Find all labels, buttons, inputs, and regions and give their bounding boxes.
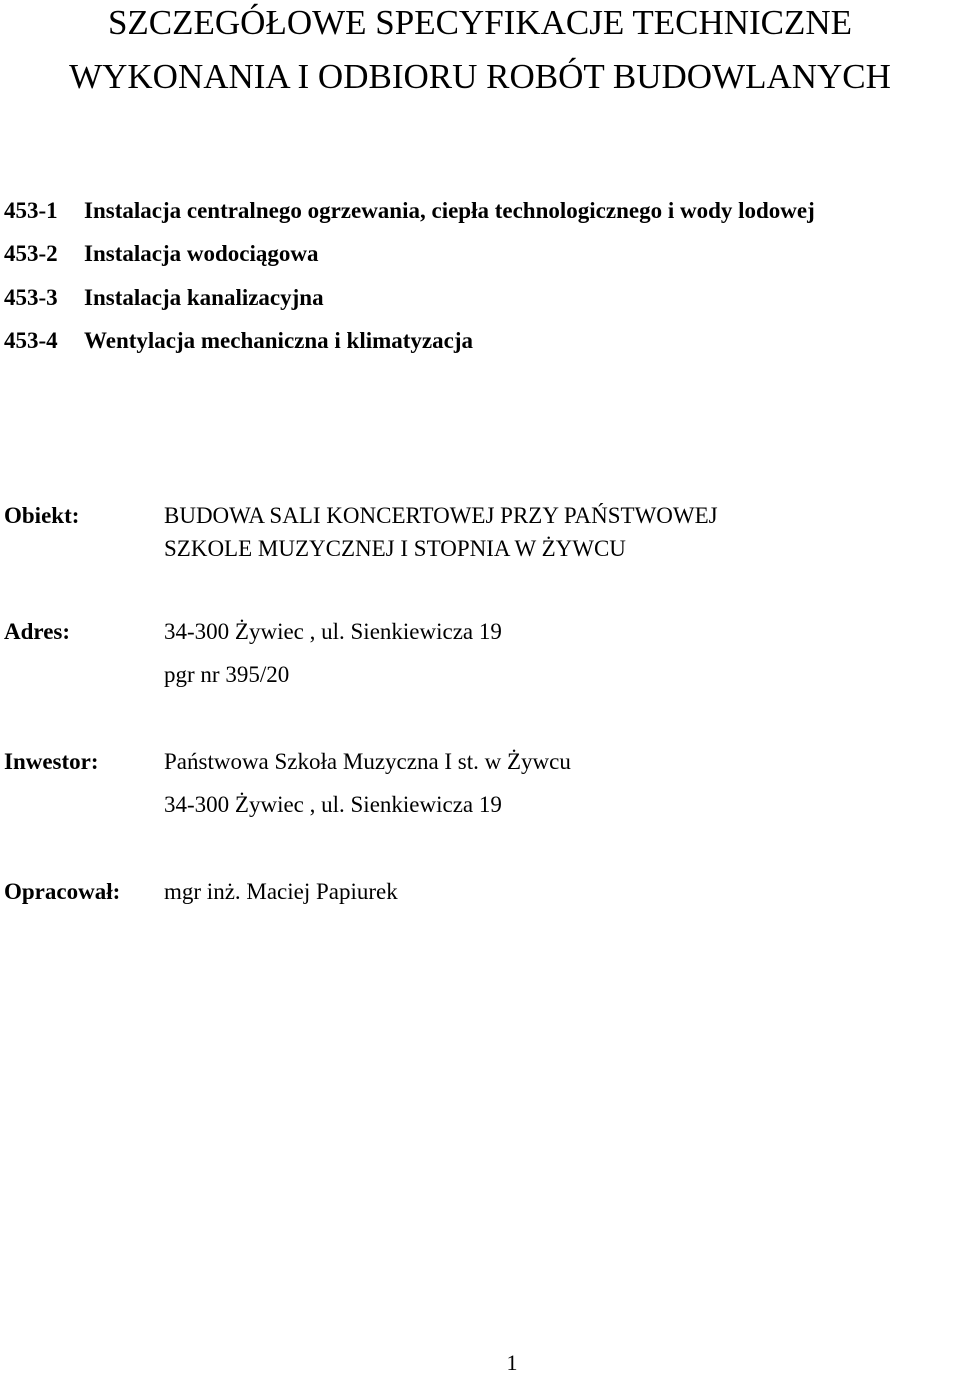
document-title-line-2: WYKONANIA I ODBIORU ROBÓT BUDOWLANYCH: [69, 57, 891, 96]
author-label: Opracował:: [4, 879, 121, 904]
spec-code: 453-2: [4, 241, 58, 266]
spec-item: [4, 240, 318, 268]
document-title-line-1: SZCZEGÓŁOWE SPECYFIKACJE TECHNICZNE: [107, 3, 853, 42]
investor-label: Inwestor:: [4, 749, 99, 774]
investor-line-1: Państwowa Szkoła Muzyczna I st. w Żywcu: [164, 749, 571, 774]
spec-name: Wentylacja mechaniczna i klimatyzacja: [84, 328, 474, 353]
investor-line-2: 34-300 Żywiec , ul. Sienkiewicza 19: [164, 792, 502, 817]
spec-name: Instalacja kanalizacyjna: [84, 285, 324, 310]
spec-code: 453-1: [4, 198, 58, 223]
object-label: Obiekt:: [4, 503, 80, 528]
spec-code: 453-4: [4, 328, 58, 353]
address-line-2: pgr nr 395/20: [164, 662, 290, 687]
spec-item: [4, 327, 473, 355]
spec-name: Instalacja wodociągowa: [84, 241, 319, 266]
spec-name: Instalacja centralnego ogrzewania, ciepła technologicznego i wody lodowej: [84, 198, 815, 223]
address-label: Adres:: [4, 619, 71, 644]
spec-item: [4, 284, 324, 312]
object-name-line-2: SZKOLE MUZYCZNEJ I STOPNIA W ŻYWCU: [164, 536, 626, 561]
spec-item: [4, 197, 815, 225]
address-line-1: 34-300 Żywiec , ul. Sienkiewicza 19: [164, 619, 502, 644]
author-name: mgr inż. Maciej Papiurek: [164, 879, 398, 904]
page-number: 1: [506, 1350, 518, 1375]
object-name-line-1: BUDOWA SALI KONCERTOWEJ PRZY PAŃSTWOWEJ: [164, 503, 718, 528]
spec-code: 453-3: [4, 285, 58, 310]
